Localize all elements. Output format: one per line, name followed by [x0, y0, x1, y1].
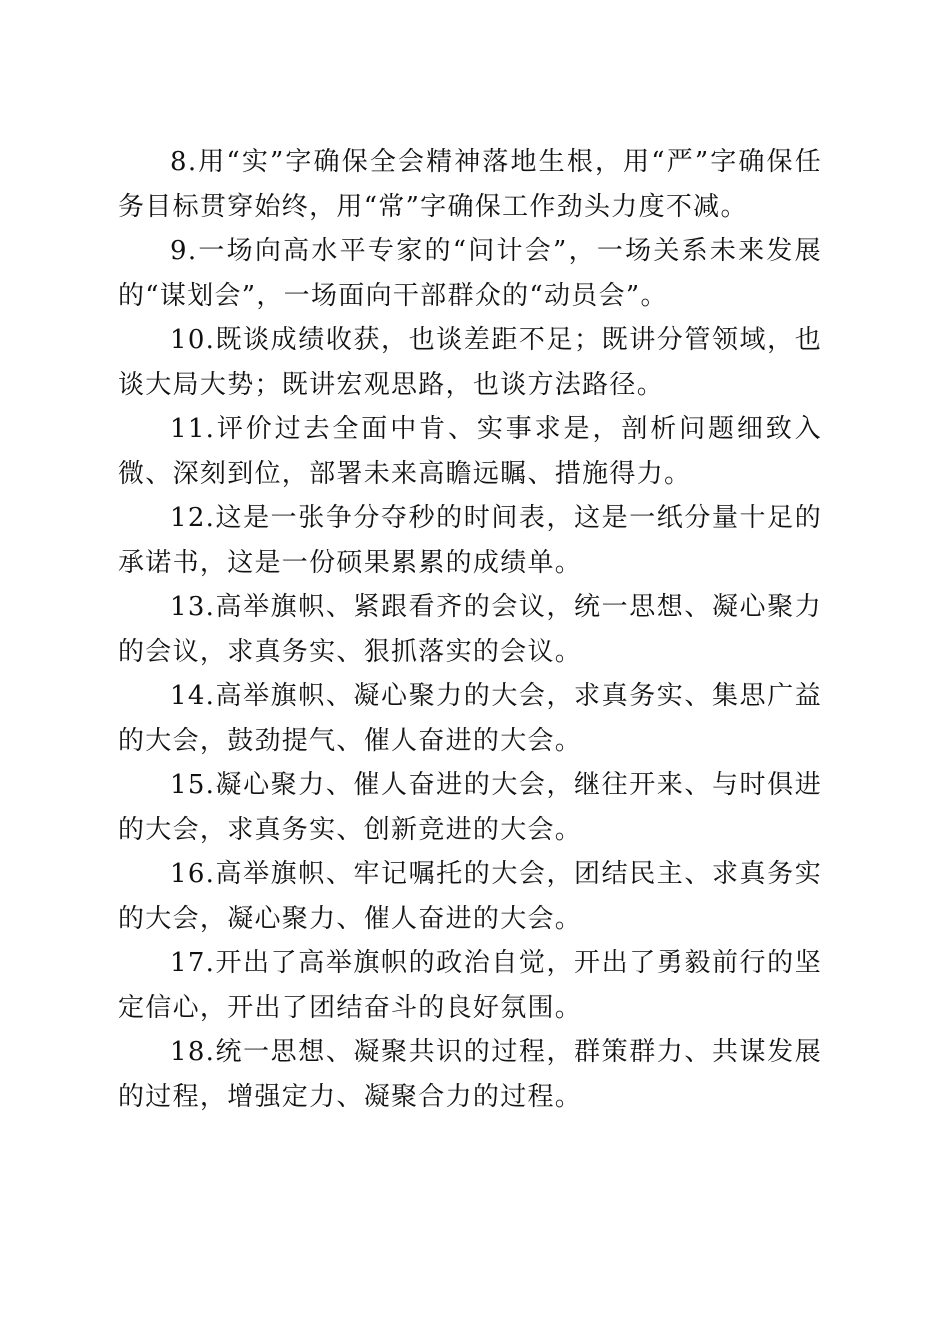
document-body — [118, 140, 822, 1119]
paragraph-17: 17.开出了高举旗帜的政治自觉，开出了勇毅前行的坚定信心，开出了团结奋斗的良好氛围。 — [118, 948, 822, 1023]
paragraph-18: 18.统一思想、凝聚共识的过程，群策群力、共谋发展的过程，增强定力、凝聚合力的过程。 — [118, 1037, 822, 1112]
paragraph-13: 13.高举旗帜、紧跟看齐的会议，统一思想、凝心聚力的会议，求真务实、狠抓落实的会议。 — [118, 592, 822, 667]
paragraph-16: 16.高举旗帜、牢记嘱托的大会，团结民主、求真务实的大会，凝心聚力、催人奋进的大会。 — [118, 859, 822, 934]
paragraph-10: 10.既谈成绩收获，也谈差距不足；既讲分管领域，也谈大局大势；既讲宏观思路，也谈方法路径。 — [118, 325, 822, 400]
paragraph-14: 14.高举旗帜、凝心聚力的大会，求真务实、集思广益的大会，鼓劲提气、催人奋进的大会。 — [118, 681, 822, 756]
paragraph-11: 11.评价过去全面中肯、实事求是，剖析问题细致入微、深刻到位，部署未来高瞻远瞩、措施得力。 — [118, 414, 822, 489]
paragraph-12: 12.这是一张争分夺秒的时间表，这是一纸分量十足的承诺书，这是一份硕果累累的成绩单。 — [118, 503, 822, 578]
paragraph-9: 9.一场向高水平专家的“问计会”，一场关系未来发展的“谋划会”，一场面向干部群众的“动员会”。 — [118, 236, 822, 311]
paragraph-15: 15.凝心聚力、催人奋进的大会，继往开来、与时俱进的大会，求真务实、创新竞进的大会。 — [118, 770, 822, 845]
paragraph-8: 8.用“实”字确保全会精神落地生根，用“严”字确保任务目标贯穿始终，用“常”字确保工作劲头力度不减。 — [118, 147, 822, 222]
